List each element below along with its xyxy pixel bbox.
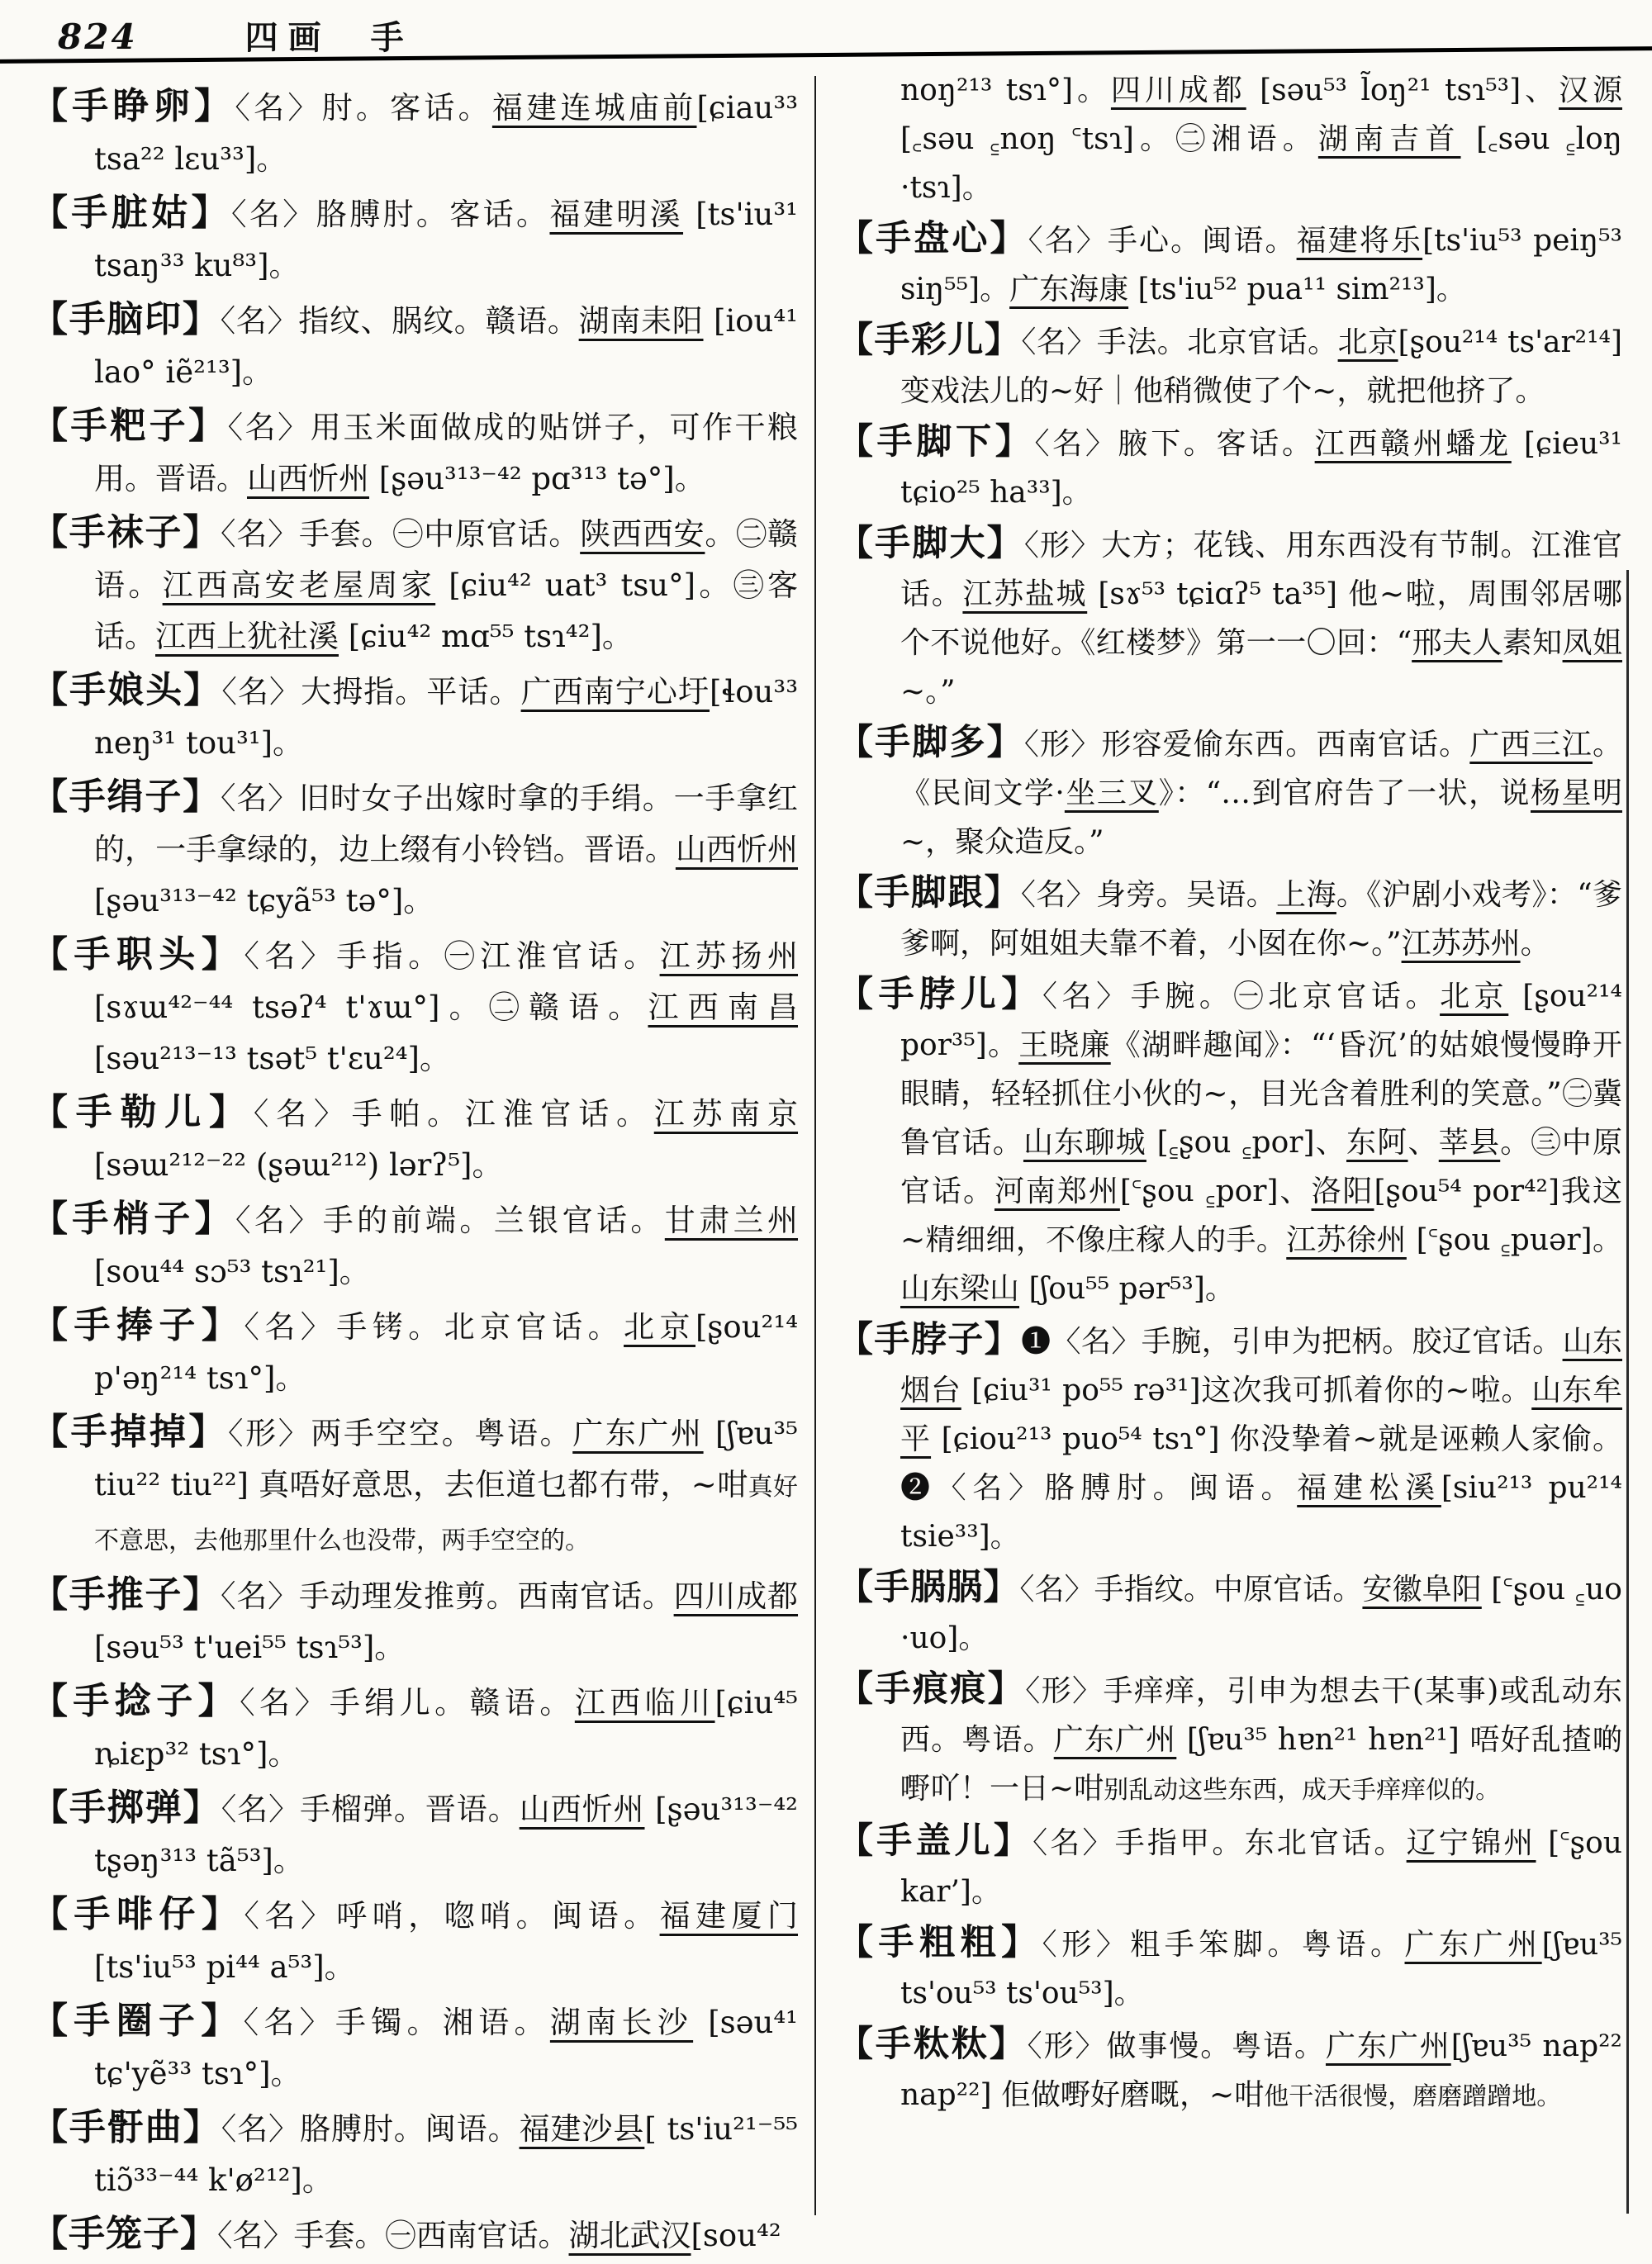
entry-text: 〈形〉做事慢。粤语。 bbox=[1027, 2029, 1326, 2063]
entry-headword: 【手盘心】 bbox=[838, 218, 1028, 259]
entry-headword: 【手痕痕】 bbox=[838, 1668, 1026, 1710]
entry-text: [ɬou³³ neŋ³¹ tou³¹]。 bbox=[94, 674, 799, 761]
place-name: 河南郑州 bbox=[994, 1175, 1120, 1208]
entry-continuation bbox=[838, 66, 1622, 212]
place-name: 广西南宁心圩 bbox=[520, 674, 710, 710]
entry-headword: 【手粑子】 bbox=[31, 405, 228, 447]
place-name: 山东牟平 bbox=[900, 1374, 1622, 1456]
entry-text: [ ts'iu²¹⁻⁵⁵ tiɔ̃³³⁻⁴⁴ k'ø²¹²]。 bbox=[94, 2111, 798, 2198]
entry-text: [sɤɯ⁴²⁻⁴⁴ tsəʔ⁴ t'ɤɯ°]。㊁赣语。 bbox=[94, 990, 648, 1025]
place-name: 江苏徐州 bbox=[1286, 1223, 1407, 1257]
entry-headword: 【手职头】 bbox=[31, 933, 244, 975]
entry-text: 〈名〉手镯。湘语。 bbox=[243, 2005, 550, 2040]
dictionary-entry bbox=[31, 2209, 798, 2262]
entry-headword: 【手掉掉】 bbox=[31, 1411, 229, 1453]
entry-headword: 【手捻子】 bbox=[31, 1680, 240, 1722]
entry-text: [ʃou⁵⁵ pər⁵³]。 bbox=[1019, 1272, 1235, 1306]
entry-text: [ʃɐu³⁵ hɐn²¹ hɐn²¹] 唔好乱揸啲嘢吖！一日~咁 bbox=[900, 1723, 1622, 1806]
entry-headword: 【手圈子】 bbox=[31, 2000, 244, 2042]
entry-text: [sou⁴² bbox=[691, 2218, 781, 2253]
dictionary-entry bbox=[31, 665, 798, 769]
entry-text: 素知 bbox=[1502, 626, 1563, 660]
entry-text: [ɕiu⁴⁵ ȵiɛp³² tsɿ°]。 bbox=[94, 1685, 799, 1772]
entry-text: 〈名〉手榴弹。晋语。 bbox=[221, 1792, 520, 1827]
place-name: 邢夫人 bbox=[1412, 626, 1502, 660]
entry-text: 〈名〉手心。闽语。 bbox=[1028, 224, 1297, 258]
place-name: 湖北武汉 bbox=[568, 2218, 691, 2253]
entry-text: [iou⁴¹ lao° iẽ²¹³]。 bbox=[94, 303, 799, 390]
place-name: 汉源 bbox=[1559, 74, 1622, 107]
small-gloss: 别乱动这些东西，成天手痒痒似的。 bbox=[1104, 1776, 1501, 1805]
left-column bbox=[31, 81, 798, 2264]
dictionary-entry bbox=[31, 507, 798, 662]
entry-headword: 【手脖儿】 bbox=[838, 974, 1042, 1015]
place-name: 江西赣州蟠龙 bbox=[1314, 427, 1512, 461]
entry-text: [səu⁵³ l̃oŋ²¹ tsɿ⁵³]、 bbox=[1246, 74, 1559, 107]
entry-text: [꜁ʂou ꜁por]、 bbox=[1146, 1126, 1347, 1160]
entry-text: 〈名〉手腕。㊀北京官话。 bbox=[1042, 980, 1441, 1013]
place-name: 福建将乐 bbox=[1296, 224, 1423, 258]
entry-headword: 【手脚跟】 bbox=[838, 872, 1021, 914]
place-name: 山西忻州 bbox=[519, 1792, 645, 1827]
dictionary-entry bbox=[31, 81, 798, 185]
entry-text: 。《民间文学· bbox=[900, 728, 1622, 810]
entry-text: [səɯ²¹²⁻²² (ʂəɯ²¹²) lərʔ⁵]。 bbox=[94, 1147, 503, 1183]
entry-text: ❶〈名〉手腕，引申为把柄。胶辽官话。 bbox=[1021, 1325, 1563, 1359]
dictionary-entry bbox=[838, 316, 1622, 415]
entry-text: 〈名〉用玉米面做成的贴饼子，可作干粮用。晋语。 bbox=[94, 410, 799, 496]
entry-text: [siu²¹³ pu²¹⁴ tsie³³]。 bbox=[900, 1471, 1622, 1554]
entry-headword: 【手勒儿】 bbox=[31, 1091, 254, 1133]
dictionary-entry bbox=[838, 1817, 1622, 1916]
entry-text: 》：“…到官府告了一状，说 bbox=[1158, 776, 1531, 810]
dictionary-entry bbox=[31, 401, 798, 505]
dictionary-entry bbox=[838, 869, 1622, 968]
dictionary-entry bbox=[31, 294, 798, 398]
place-name: 山东梁山 bbox=[900, 1272, 1020, 1306]
dictionary-entry bbox=[31, 929, 798, 1085]
entry-headword: 【手娘头】 bbox=[31, 669, 222, 711]
entry-text: 〈名〉手铐。北京官话。 bbox=[244, 1309, 624, 1345]
entry-text: [səu²¹³⁻¹³ tsət⁵ t'ɛu²⁴]。 bbox=[94, 1041, 450, 1076]
place-name: 山东烟台 bbox=[900, 1325, 1622, 1407]
entry-headword: 【手脶脶】 bbox=[838, 1567, 1020, 1608]
entry-text: [ɕiou²¹³ puo⁵⁴ tsɿ°] 你没挚着~就是诬赖人家偷。❷〈名〉胳膊肘。闽语。 bbox=[900, 1422, 1622, 1505]
entry-text: 〈名〉手绢儿。赣语。 bbox=[240, 1685, 575, 1721]
entry-text: [sɤ⁵³ tɕiɑʔ⁵ ta³⁵] 他~啦，周围邻居哪个不说他好。《红楼梦》第一一〇回：“ bbox=[900, 577, 1622, 660]
dictionary-entry bbox=[838, 1919, 1622, 2018]
place-name: 山东聊城 bbox=[1023, 1126, 1146, 1160]
entry-headword: 【手脚多】 bbox=[838, 722, 1024, 763]
place-name: 江苏盐城 bbox=[962, 577, 1088, 611]
entry-headword: 【手彩儿】 bbox=[838, 320, 1022, 361]
entry-text: [ʂəu³¹³⁻⁴² pɑ³¹³ tə°]。 bbox=[369, 461, 705, 496]
entry-text: [꜀səu ꜁loŋ ·tsɿ]。 bbox=[900, 122, 1622, 205]
place-name: 江苏扬州 bbox=[659, 938, 799, 974]
place-name: 广东广州 bbox=[1404, 1928, 1542, 1962]
dictionary-entry bbox=[31, 1569, 798, 1673]
place-name: 莘县 bbox=[1438, 1126, 1501, 1160]
entry-text: [꜀səu ꜁noŋ ꜂tsɿ]。㊁湘语。 bbox=[900, 122, 1318, 156]
dictionary-entry bbox=[838, 520, 1622, 716]
entry-text: [ɕiu⁴² mɑ⁵⁵ tsɿ⁴²]。 bbox=[339, 619, 633, 654]
entry-text: 〈名〉手指。㊀江淮官话。 bbox=[244, 938, 660, 974]
dictionary-entry bbox=[31, 2102, 798, 2206]
place-name: 福建松溪 bbox=[1297, 1471, 1441, 1505]
radical-label: 手 bbox=[370, 18, 404, 57]
entry-text: 〈名〉旧时女子出嫁时拿的手绢。一手拿红的，一手拿绿的，边上缀有小铃铛。晋语。 bbox=[94, 781, 799, 867]
entry-text: 〈名〉手的前端。兰银官话。 bbox=[235, 1203, 665, 1238]
right-column bbox=[838, 66, 1622, 2124]
place-name: 江苏南京 bbox=[653, 1096, 799, 1132]
entry-text: 。㊁赣语。 bbox=[94, 516, 799, 603]
entry-text: [ts'iu⁵² pua¹¹ sim²¹³]。 bbox=[1128, 273, 1466, 306]
entry-text: 〈名〉手帕。江淮官话。 bbox=[253, 1096, 654, 1132]
dictionary-entry bbox=[31, 1782, 798, 1887]
entry-text: [ts'iu⁵³ peiŋ⁵³ siŋ⁵⁵]。 bbox=[900, 224, 1622, 306]
dictionary-entry bbox=[31, 187, 798, 292]
entry-text: ~。” bbox=[900, 675, 956, 709]
entry-text: 〈名〉身旁。吴语。 bbox=[1020, 878, 1277, 912]
entry-headword: 【手推子】 bbox=[31, 1573, 221, 1616]
place-name: 广东广州 bbox=[572, 1416, 704, 1451]
place-name: 甘肃兰州 bbox=[664, 1203, 799, 1238]
dictionary-entry bbox=[31, 1087, 798, 1191]
entry-headword: 【手盖儿】 bbox=[838, 1820, 1033, 1862]
place-name: 福建沙县 bbox=[519, 2111, 645, 2147]
entry-headword: 【手粏粏】 bbox=[838, 2024, 1028, 2065]
place-name: 东阿 bbox=[1346, 1126, 1408, 1160]
entry-headword: 【手掷弹】 bbox=[31, 1787, 221, 1829]
dictionary-entry bbox=[31, 1996, 798, 2100]
place-name: 坐三叉 bbox=[1064, 776, 1159, 810]
entry-text: [꜂ʂou ꜁por]、 bbox=[1119, 1175, 1312, 1208]
entry-text: 〈名〉胳膊肘。闽语。 bbox=[221, 2111, 520, 2147]
entry-text: 〈名〉腋下。客话。 bbox=[1034, 427, 1315, 461]
entry-text: 〈名〉手动理发推剪。西南官话。 bbox=[221, 1578, 674, 1614]
page-edge-line bbox=[1626, 570, 1629, 2214]
entry-text: [꜂ʂou kar’]。 bbox=[900, 1826, 1622, 1909]
entry-headword: 【手脚下】 bbox=[838, 421, 1035, 463]
entry-text: [ts'iu³¹ tsaŋ³³ ku⁸³]。 bbox=[94, 197, 798, 283]
place-name: 福建连城庙前 bbox=[491, 90, 697, 126]
entry-text: 〈名〉手套。㊀西南官话。 bbox=[217, 2218, 569, 2253]
entry-headword: 【手脚大】 bbox=[838, 523, 1024, 564]
entry-headword: 【手笼子】 bbox=[31, 2213, 217, 2255]
entry-text: [ts'iu⁵³ pi⁴⁴ a⁵³]。 bbox=[94, 1949, 355, 1985]
entry-text: [ʂou²¹⁴ por³⁵]。 bbox=[900, 980, 1622, 1062]
place-name: 凤姐 bbox=[1562, 626, 1622, 660]
stroke-section-label: 四画 bbox=[244, 18, 331, 57]
dictionary-entry bbox=[31, 1676, 798, 1780]
entry-text: 〈形〉大方；花钱、用东西没有节制。江淮官话。 bbox=[900, 529, 1622, 611]
place-name: 江西上犹社溪 bbox=[155, 619, 339, 654]
dictionary-entry bbox=[838, 2020, 1622, 2121]
entry-headword: 【手脑印】 bbox=[31, 298, 221, 340]
entry-headword: 【手梢子】 bbox=[31, 1198, 236, 1240]
entry-headword: 【手骬曲】 bbox=[31, 2106, 221, 2148]
dictionary-entry bbox=[838, 215, 1622, 314]
entry-text: [ʃɐu³⁵ nap²² nap²²] 佢做嘢好磨嘅，~咁 bbox=[900, 2029, 1622, 2112]
entry-text: [ʂəu³¹³⁻⁴² tʂəŋ³¹³ tã⁵³]。 bbox=[94, 1792, 799, 1878]
place-name: 广东广州 bbox=[1325, 2029, 1451, 2063]
place-name: 福建厦门 bbox=[659, 1898, 799, 1934]
entry-text: 、 bbox=[1408, 1126, 1439, 1160]
place-name: 四川成都 bbox=[1110, 74, 1246, 107]
place-name: 王晓廉 bbox=[1018, 1028, 1111, 1062]
entry-text: [sou⁴⁴ sɔ⁵³ tsɿ²¹]。 bbox=[94, 1254, 370, 1289]
place-name: 广西三江 bbox=[1469, 728, 1593, 762]
dictionary-entry bbox=[838, 418, 1622, 517]
entry-text: 。《沪剧小戏考》：“爹爹啊，阿姐姐夫靠不着，小囡在你~。” bbox=[900, 878, 1622, 961]
entry-text: [ɕiau³³ tsa²² lɛu³³]。 bbox=[94, 90, 799, 177]
entry-headword: 【手睁卵】 bbox=[31, 85, 235, 127]
entry-text: 〈名〉呼哨，唿哨。闽语。 bbox=[244, 1898, 660, 1934]
place-name: 辽宁锦州 bbox=[1406, 1826, 1536, 1860]
entry-text: 〈名〉肘。客话。 bbox=[235, 90, 492, 126]
place-name: 洛阳 bbox=[1311, 1175, 1374, 1208]
place-name: 北京 bbox=[1440, 980, 1509, 1013]
entry-text: 〈名〉胳膊肘。客话。 bbox=[230, 197, 550, 232]
place-name: 江西高安老屋周家 bbox=[162, 567, 436, 603]
entry-text: 〈形〉两手空空。粤语。 bbox=[228, 1416, 573, 1451]
place-name: 江西南昌 bbox=[648, 990, 798, 1025]
dictionary-entry bbox=[31, 1300, 798, 1404]
dictionary-entry bbox=[838, 1564, 1622, 1663]
entry-text: [ɕiu³¹ po⁵⁵ rə³¹]这次我可抓着你的~啦。 bbox=[961, 1374, 1532, 1407]
column-divider bbox=[814, 76, 816, 2215]
place-name: 广东海康 bbox=[1009, 273, 1129, 306]
entry-headword: 【手脏姑】 bbox=[31, 192, 231, 234]
place-name: 陕西西安 bbox=[580, 516, 705, 552]
entry-text: [səu⁵³ t'uei⁵⁵ tsɿ⁵³]。 bbox=[94, 1630, 406, 1665]
place-name: 广东广州 bbox=[1053, 1723, 1177, 1757]
dictionary-entry bbox=[838, 1665, 1622, 1815]
entry-text: 〈名〉手指纹。中原官话。 bbox=[1019, 1573, 1363, 1607]
entry-text: [ʃɐu³⁵ tiu²² tiu²²] 真唔好意思，去佢道乜都冇带，~咁 bbox=[94, 1416, 799, 1502]
dictionary-entry bbox=[31, 1194, 798, 1298]
dictionary-entry bbox=[838, 1316, 1622, 1561]
small-gloss: 他干活很慢，磨磨蹭蹭地。 bbox=[1264, 2082, 1562, 2111]
page-number: 824 bbox=[58, 17, 138, 57]
entry-headword: 【手捧子】 bbox=[31, 1304, 244, 1346]
place-name: 四川成都 bbox=[673, 1578, 799, 1614]
entry-text: [꜂ʂou ꜁uo ·uo]。 bbox=[900, 1573, 1622, 1655]
entry-text: noŋ²¹³ tsɿ°]。 bbox=[900, 74, 1111, 107]
page-header bbox=[58, 12, 404, 59]
entry-headword: 【手脖子】 bbox=[838, 1319, 1022, 1360]
entry-text: 〈形〉粗手笨脚。粤语。 bbox=[1042, 1928, 1405, 1962]
place-name: 北京 bbox=[624, 1309, 695, 1345]
entry-headword: 【手粗粗】 bbox=[838, 1922, 1042, 1963]
dictionary-entry bbox=[838, 971, 1622, 1313]
place-name: 上海 bbox=[1276, 878, 1336, 912]
entry-text: 〈名〉手法。北京官话。 bbox=[1021, 325, 1338, 359]
entry-text: [ʂou⁵⁴ por⁴²]我这~精细细，不像庄稼人的手。 bbox=[900, 1175, 1622, 1257]
entry-text: [ɕieu³¹ tɕio²⁵ ha³³]。 bbox=[900, 427, 1622, 510]
entry-text: [ʂəu³¹³⁻⁴² tɕyã⁵³ tə°]。 bbox=[94, 883, 434, 918]
entry-headword: 【手袜子】 bbox=[31, 511, 221, 553]
place-name: 杨星明 bbox=[1531, 776, 1622, 810]
entry-text: 《湖畔趣闻》：“‘昏沉’的姑娘慢慢睁开眼睛，轻轻抓住小伙的~，目光含着胜利的笑意。”㊁冀鲁官话。 bbox=[900, 1028, 1622, 1160]
place-name: 山西忻州 bbox=[247, 461, 369, 496]
entry-text: 〈名〉指纹、脶纹。赣语。 bbox=[220, 303, 579, 339]
entry-headword: 【手绢子】 bbox=[31, 776, 221, 818]
entry-text: 〈形〉手痒痒，引申为想去干(某事)或乱动东西。粤语。 bbox=[900, 1674, 1623, 1757]
place-name: 江西临川 bbox=[574, 1685, 715, 1721]
dictionary-entry bbox=[838, 719, 1622, 866]
place-name: 湖南长沙 bbox=[549, 2005, 694, 2040]
entry-text: [səu⁴¹ tɕ'yẽ³³ tsɿ°]。 bbox=[94, 2005, 799, 2091]
small-gloss: 真好不意思，去他那里什么也没带，两手空空的。 bbox=[94, 1473, 798, 1555]
place-name: 安徽阜阳 bbox=[1362, 1573, 1482, 1607]
place-name: 北京 bbox=[1337, 325, 1398, 359]
place-name: 福建明溪 bbox=[549, 197, 684, 232]
dictionary-entry bbox=[31, 1889, 798, 1993]
dictionary-entry bbox=[31, 771, 798, 927]
entry-text: 〈名〉大拇指。平话。 bbox=[221, 674, 521, 710]
place-name: 江苏苏州 bbox=[1401, 927, 1521, 961]
entry-text: 〈名〉手指甲。东北官话。 bbox=[1032, 1826, 1407, 1860]
entry-text: [ɕiu⁴² uat³ tsu°]。㊂客话。 bbox=[94, 567, 799, 654]
entry-text: [ʃɐu³⁵ ts'ou⁵³ ts'ou⁵³]。 bbox=[900, 1928, 1622, 2010]
entry-headword: 【手啡仔】 bbox=[31, 1893, 244, 1935]
entry-text: [꜂ʂou ꜁puər]。 bbox=[1406, 1223, 1622, 1257]
place-name: 湖南耒阳 bbox=[578, 303, 704, 339]
entry-text: ~，聚众造反。” bbox=[900, 825, 1104, 859]
entry-text: [ʂou²¹⁴ ts'ar²¹⁴]变戏法儿的~好｜他稍微使了个~，就把他挤了。 bbox=[900, 325, 1622, 408]
entry-text: 〈名〉手套。㊀中原官话。 bbox=[221, 516, 581, 552]
place-name: 湖南吉首 bbox=[1317, 122, 1461, 156]
entry-text: 。㊂中原官话。 bbox=[900, 1126, 1622, 1208]
entry-text: 〈形〉形容爱偷东西。西南官话。 bbox=[1023, 728, 1470, 762]
dictionary-entry bbox=[31, 1407, 798, 1567]
entry-text: 。 bbox=[1520, 927, 1550, 961]
entry-text: [ʂou²¹⁴ p'əŋ²¹⁴ tsɿ°]。 bbox=[94, 1309, 799, 1396]
place-name: 山西忻州 bbox=[675, 832, 799, 867]
